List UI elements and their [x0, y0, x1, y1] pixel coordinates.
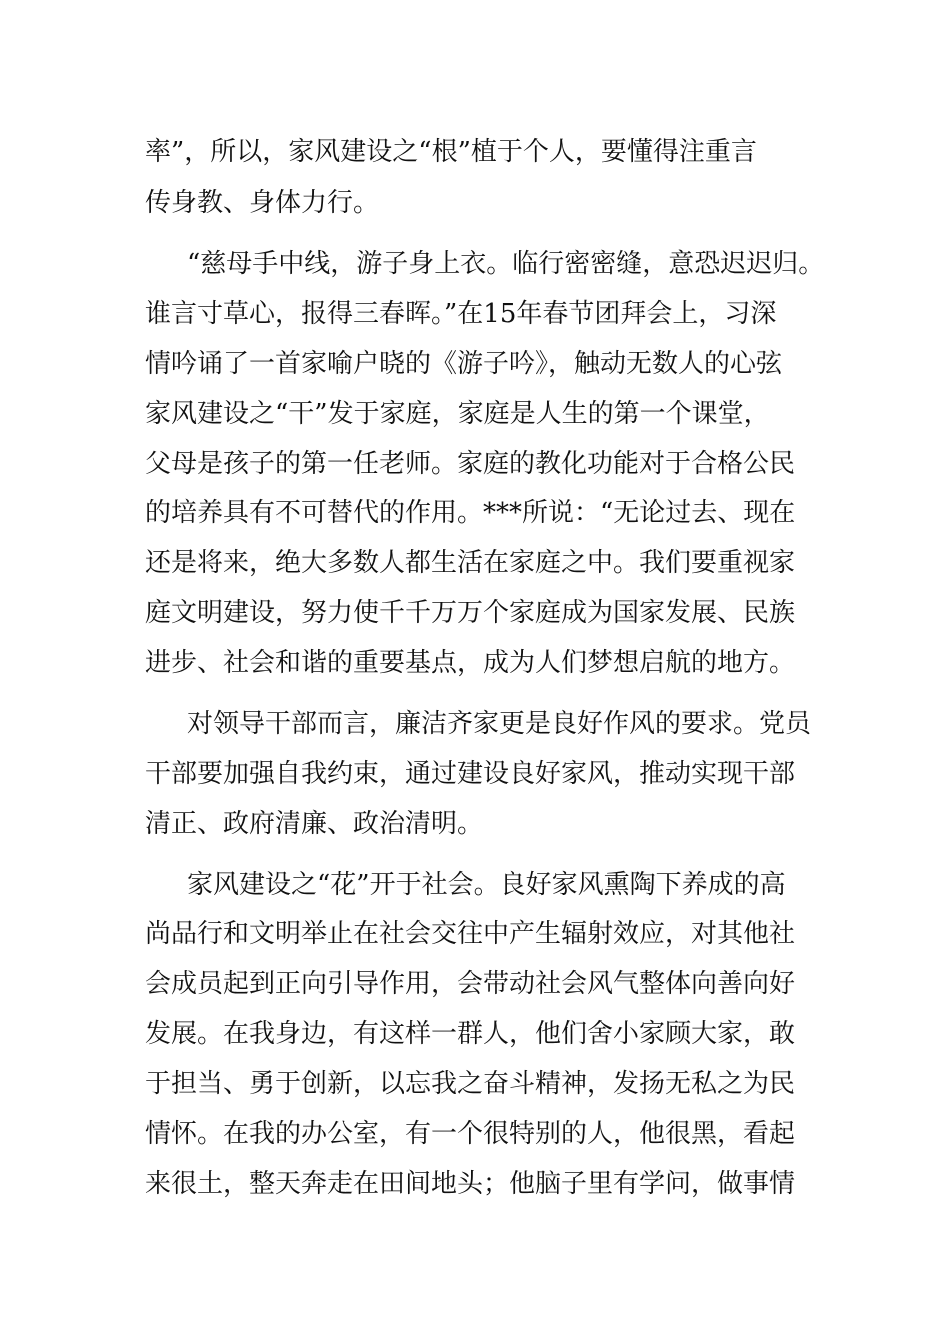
text-line: 发展。在我身边，有这样一群人，他们舍小家顾大家，敢	[145, 1019, 796, 1049]
text-line: 率”，所以，家风建设之“根”植于个人，要懂得注重言	[145, 137, 757, 167]
text-line: 的培养具有不可替代的作用。***所说：“无论过去、现在	[145, 498, 796, 528]
text-line: 谁言寸草心，报得三春晖。”在15年春节团拜会上，习深	[145, 299, 777, 329]
text-line: 家风建设之“花”开于社会。良好家风熏陶下养成的高	[187, 870, 786, 900]
text-line: 情吟诵了一首家喻户晓的《游子吟》，触动无数人的心弦	[145, 349, 783, 379]
text-line: 来很土，整天奔走在田间地头；他脑子里有学问，做事情	[145, 1169, 796, 1199]
text-line: 家风建设之“干”发于家庭，家庭是人生的第一个课堂，	[145, 399, 770, 429]
text-line: 对领导干部而言，廉洁齐家更是良好作风的要求。党员	[187, 709, 812, 739]
text-line: 清正、政府清廉、政治清明。	[145, 809, 484, 839]
text-line: 尚品行和文明举止在社会交往中产生辐射效应，对其他社	[145, 919, 796, 949]
text-line: 干部要加强自我约束，通过建设良好家风，推动实现干部	[145, 759, 796, 789]
text-line: 父母是孩子的第一任老师。家庭的教化功能对于合格公民	[145, 449, 796, 479]
text-line: 还是将来，绝大多数人都生活在家庭之中。我们要重视家	[145, 548, 796, 578]
text-line: “慈母手中线，游子身上衣。临行密密缝，意恐迟迟归。	[187, 249, 825, 279]
text-line: 进步、社会和谐的重要基点，成为人们梦想启航的地方。	[145, 648, 796, 678]
text-line: 传身教、身体力行。	[145, 188, 380, 218]
text-line: 庭文明建设，努力使千千万万个家庭成为国家发展、民族	[145, 598, 796, 628]
text-line: 会成员起到正向引导作用，会带动社会风气整体向善向好	[145, 969, 796, 999]
text-line: 于担当、勇于创新，以忘我之奋斗精神，发扬无私之为民	[145, 1069, 796, 1099]
text-line: 情怀。在我的办公室，有一个很特别的人，他很黑，看起	[145, 1119, 796, 1149]
